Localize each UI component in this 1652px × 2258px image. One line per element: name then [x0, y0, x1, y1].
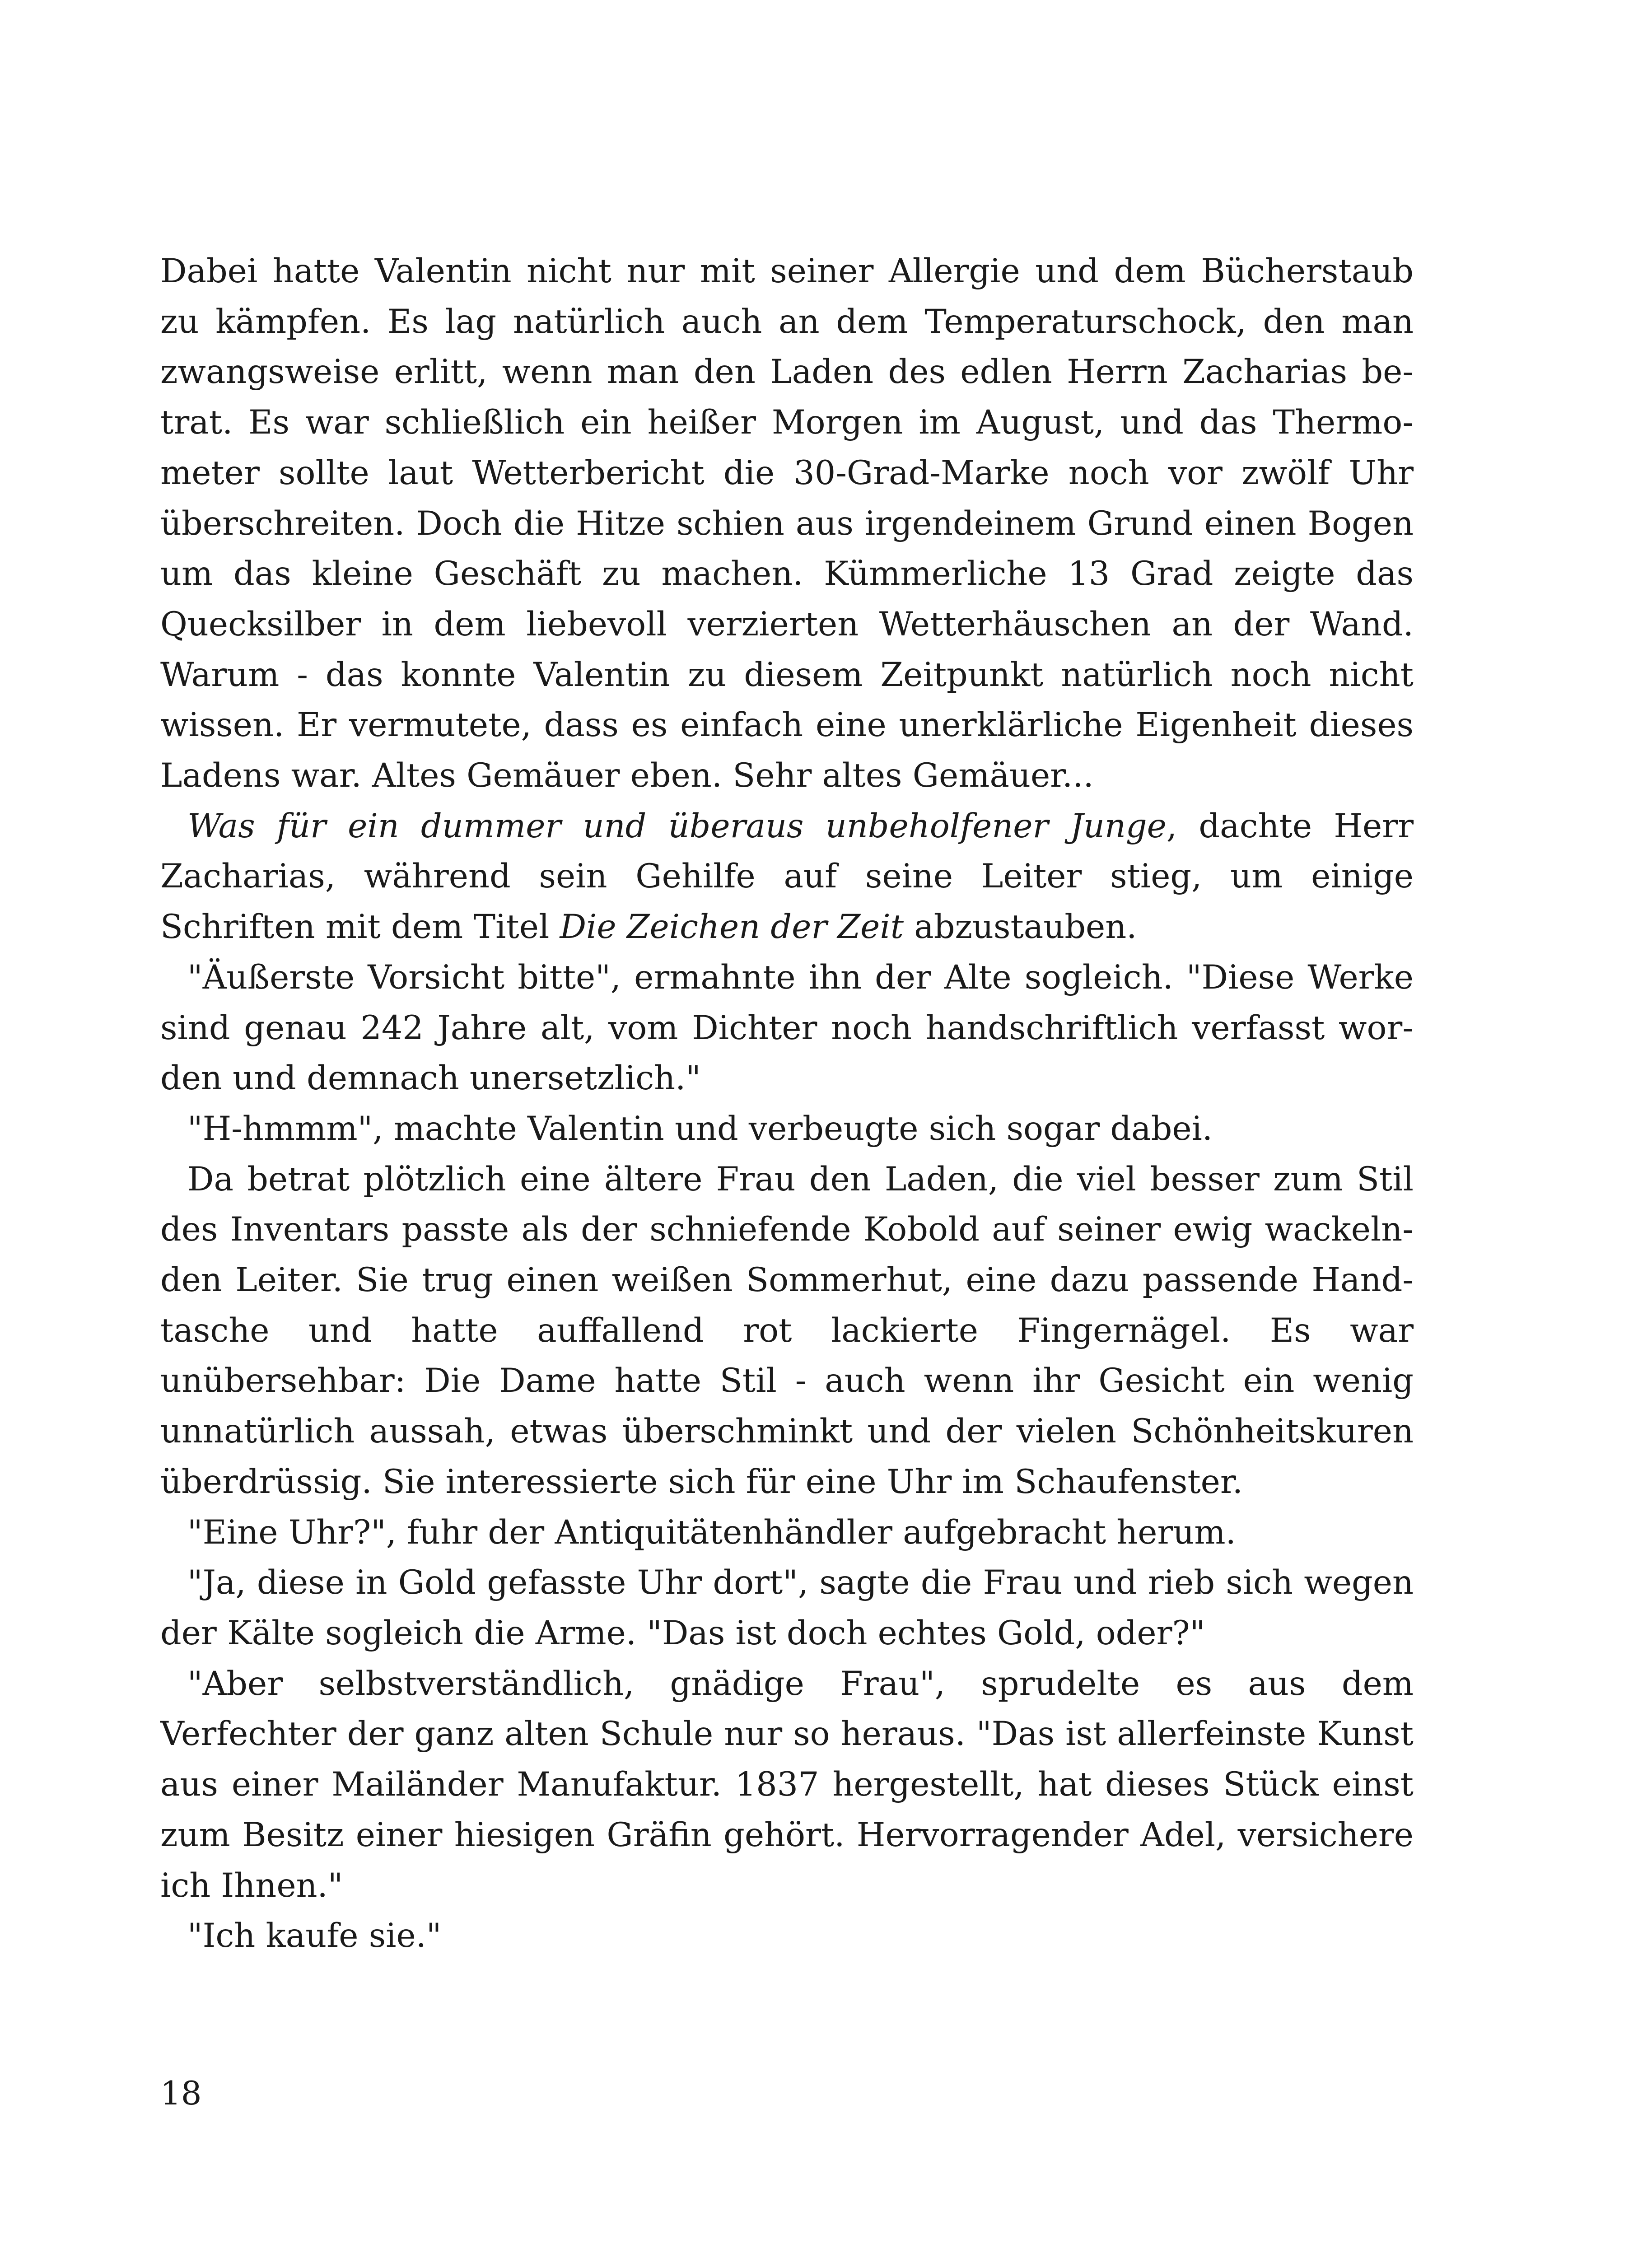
paragraph-text: , dachte Herr Zacharias, während sein Gehilfe auf seine Leiter stieg, um einige Schriften mit dem Titel — [160, 807, 1414, 947]
paragraph-1 — [160, 246, 1414, 801]
paragraph-8 — [160, 1659, 1414, 1911]
paragraph-text: "Äußerste Vorsicht bitte", ermahnte ihn der Alte sogleich. "Diese Werke sind genau 242 Jahre alt, vom Dichter noch handschriftlich verfasst worden und demnach unersetzlich." — [160, 958, 1414, 1098]
italic-thought: Was für ein dummer und überaus unbeholfener Junge — [187, 807, 1167, 845]
paragraph-text: abzustauben. — [904, 908, 1137, 947]
paragraph-2 — [160, 801, 1414, 952]
paragraph-3 — [160, 952, 1414, 1104]
page-number: 18 — [160, 2074, 202, 2112]
paragraph-text: Dabei hatte Valentin nicht nur mit seiner Allergie und dem Bücherstaub zu kämpfen. Es lag natürlich auch an dem Temperaturschock, den man zwangsweise erlitt, wenn man den Laden des edlen Herrn Zacharias betrat. Es war schließlich ein heißer Morgen im August, und das Thermometer sollte laut Wetterbericht die 30-Grad-Marke noch vor zwölf Uhr überschreiten. Doch die Hitze schien aus irgendeinem Grund einen Bogen um das kleine Geschäft zu machen. Kümmerliche 13 Grad zeigte das Quecksilber in dem liebevoll verzierten Wetterhäuschen an der Wand. Warum - das konnte Valentin zu diesem Zeitpunkt natürlich noch nicht wissen. Er vermutete, dass es einfach eine unerklärliche Eigenheit dieses Ladens war. Altes Gemäuer eben. Sehr altes Gemäuer... — [160, 252, 1414, 795]
paragraph-7 — [160, 1558, 1414, 1658]
paragraph-9 — [160, 1911, 1414, 1961]
body-text — [160, 246, 1414, 1961]
paragraph-4 — [160, 1104, 1414, 1154]
paragraph-6 — [160, 1507, 1414, 1558]
paragraph-text: "Eine Uhr?", fuhr der Antiquitätenhändler aufgebracht herum. — [187, 1513, 1236, 1552]
paragraph-text: Da betrat plötzlich eine ältere Frau den Laden, die viel besser zum Stil des Inventars passte als der schniefende Kobold auf seiner ewig wackelnden Leiter. Sie trug einen weißen Sommerhut, eine dazu passende Handtasche und hatte auffallend rot lackierte Fingernägel. Es war unübersehbar: Die Dame hatte Stil - auch wenn ihr Gesicht ein wenig unnatürlich aussah, etwas überschminkt und der vielen Schönheitskuren überdrüssig. Sie interessierte sich für eine Uhr im Schaufenster. — [160, 1160, 1414, 1501]
paragraph-text: "H-hmmm", machte Valentin und verbeugte sich sogar dabei. — [187, 1109, 1213, 1148]
paragraph-text: "Ich kaufe sie." — [187, 1917, 442, 1955]
paragraph-5 — [160, 1154, 1414, 1507]
paragraph-text: "Ja, diese in Gold gefasste Uhr dort", sagte die Frau und rieb sich wegen der Kälte sogleich die Arme. "Das ist doch echtes Gold, oder?" — [160, 1563, 1414, 1652]
paragraph-text: "Aber selbstverständlich, gnädige Frau", sprudelte es aus dem Verfechter der ganz alten Schule nur so heraus. "Das ist allerfeinste Kunst aus einer Mailänder Manufaktur. 1837 hergestellt, hat dieses Stück einst zum Besitz einer hiesigen Gräfin gehört. Hervorragender Adel, versichere ich Ihnen." — [160, 1664, 1414, 1905]
italic-title: Die Zeichen der Zeit — [560, 908, 904, 947]
